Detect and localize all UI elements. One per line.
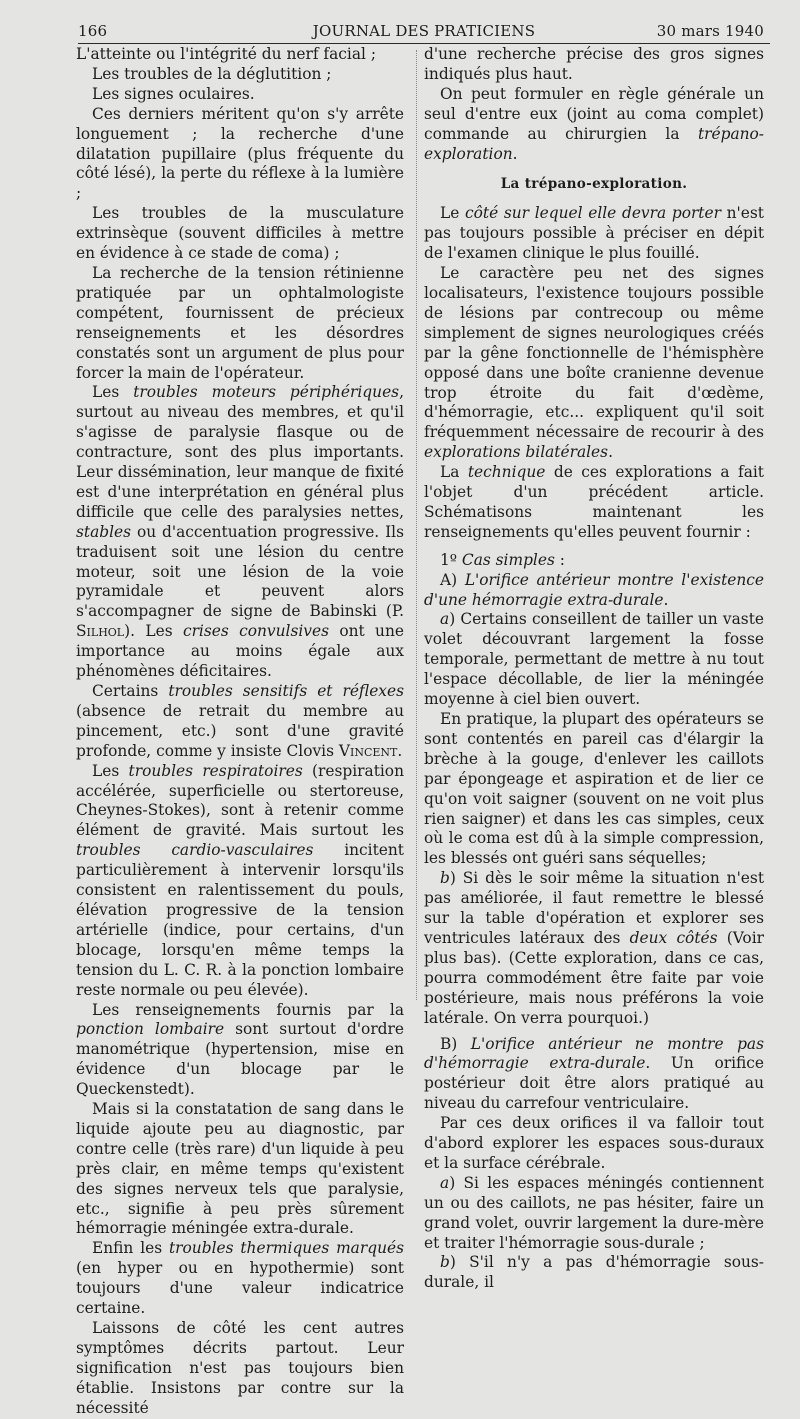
text-run: Les troubles de la musculature extrinsèque (souvent difficiles à mettre en évidence à ce stade de coma) ; <box>76 204 404 263</box>
text-run: (en hyper ou en hypothermie) sont toujours d'une valeur indicatrice certaine. <box>76 1259 404 1318</box>
italic-text: troubles sensitifs et réflexes <box>168 682 404 700</box>
text-run: B) <box>440 1034 471 1053</box>
italic-text: L'orifice antérieur montre l'existence d'une hémorragie extra-durale <box>424 570 765 609</box>
text-run: . <box>608 443 613 462</box>
italic-text: L'orifice antérieur ne montre pas d'hémorragie extra-durale <box>424 1034 764 1073</box>
page-number: 166 <box>78 22 108 40</box>
text-run: . Un orifice postérieur doit être alors pratiqué au niveau du carrefour ventriculaire. <box>424 1054 764 1113</box>
text-run: incitent particulièrement à intervenir lorsqu'ils consistent en ralentissement du pouls, élévation progressive de la tension artérielle (indice, pour certains, d'un blocage, lorsqu'en même temps la tension du L. C. R. à la ponction lombaire reste normale ou peu élevée). <box>76 841 404 999</box>
paragraph <box>424 1174 764 1254</box>
italic-text: a <box>440 610 450 629</box>
text-run: L'atteinte ou l'intégrité du nerf facial ; <box>76 45 377 63</box>
text-run: . <box>663 590 669 609</box>
text-run: Par ces deux orifices il va falloir tout d'abord explorer les espaces sous-duraux et la surface cérébrale. <box>424 1114 764 1172</box>
small-caps-name: Vincent <box>338 741 398 760</box>
text-run: 1º <box>440 550 462 569</box>
text-run: En pratique, la plupart des opérateurs se sont contentés en pareil cas d'élargir la brèche à la gouge, d'enlever les caillots par épongeage et aspiration et de lier ce qu'on voit saigner (souvent on ne voit plus rien saigner) et dans les cas simples, ceux où le coma est dû à la simple compression, les blessés ont guéri sans séquelles; <box>424 710 764 868</box>
text-run: A) <box>440 570 465 589</box>
text-run: La <box>440 463 468 482</box>
paragraph <box>424 1035 764 1115</box>
paragraph <box>424 264 764 463</box>
paragraph <box>76 1100 404 1239</box>
text-run: Les <box>92 761 129 780</box>
italic-text: troubles respiratoires <box>128 761 303 780</box>
italic-text: a <box>440 1173 450 1192</box>
paragraph <box>76 65 404 85</box>
text-run: (respiration accélérée, superficielle ou stertoreuse, Cheynes-Stokes), sont à retenir comme élément de gravité. Mais surtout les <box>76 761 404 840</box>
paragraph <box>76 1319 404 1419</box>
text-run: (Voir plus bas). (Cette exploration, dans ce cas, pourra commodément être faite par voie postérieure, mais nous préférons la voie latérale. On verra pourquoi.) <box>424 928 764 1027</box>
italic-text: deux côtés <box>629 928 718 947</box>
text-run: Mais si la constatation de sang dans le liquide ajoute peu au diagnostic, par contre celle (très rare) d'un liquide à peu près clair, en même temps qu'existent des signes nerveux tels que paralysie, etc., signifie à peu près sûrement hémorragie méningée extra-durale. <box>76 1100 404 1238</box>
text-run: ) Certains conseillent de tailler un vaste volet découvrant largement la fosse temporale, permettant de mettre à nu tout l'espace décollable, de lier la méningée moyenne à ciel bien ouvert. <box>424 610 764 709</box>
paragraph <box>424 610 764 710</box>
italic-text: trépano-exploration <box>424 124 764 163</box>
paragraph <box>76 383 404 682</box>
paragraph <box>424 551 764 571</box>
text-run: d'une recherche précise des gros signes indiqués plus haut. <box>424 45 764 83</box>
text-run: ) Si les espaces méningés contiennent un ou des caillots, ne pas hésiter, faire un grand volet, ouvrir largement la dure-mère et traiter l'hémorragie sous-durale ; <box>424 1173 764 1252</box>
text-run: , surtout au niveau des membres, et qu'il s'agisse de paralysie flasque ou de contracture, sont des plus importants. Leur dissémination, leur manque de fixité est d'une interprétation en général plus difficile que celle des paralysies nettes, <box>76 383 404 521</box>
issue-date: 30 mars 1940 <box>656 22 764 40</box>
paragraph <box>76 204 404 264</box>
italic-text: troubles cardio-vasculaires <box>76 841 314 860</box>
paragraph <box>76 264 404 383</box>
italic-text: troubles thermiques marqués <box>169 1239 404 1258</box>
text-run: ) S'il n'y a pas d'hémorragie sous-durale, il <box>424 1253 764 1292</box>
paragraph <box>76 85 404 105</box>
text-run: (absence de retrait du membre au pincement, etc.) sont d'une gravité profonde, comme y insiste Clovis <box>76 701 404 760</box>
paragraph <box>424 45 764 85</box>
text-run: Laissons de côté les cent autres symptômes décrits partout. Leur signification n'est pas toujours bien établie. Insistons par contre sur la nécessité <box>76 1319 404 1417</box>
italic-text: Cas simples <box>461 550 555 569</box>
text-run: Le caractère peu net des signes localisateurs, l'existence toujours possible de lésions par contrecoup ou même simplement de signes neurologiques créés par la gêne fonctionnelle de l'hémisphère opposé dans une boîte cranienne devenue trop étroite du fait d'œdème, d'hémorragie, etc... expliquent qu'il soit fréquemment nécessaire de recourir à des <box>424 264 764 442</box>
text-run: Les renseignements fournis par la <box>92 1000 404 1019</box>
text-run: sont surtout d'ordre manométrique (hypertension, mise en évidence d'un blocage par le Queckenstedt). <box>76 1020 404 1099</box>
text-run: n'est pas toujours possible à préciser en dépit de l'examen clinique le plus fouillé. <box>424 204 764 263</box>
text-run: ont une importance au moins égale aux phénomènes déficitaires. <box>76 622 404 681</box>
text-run: . <box>397 741 403 760</box>
text-run: ). Les <box>124 622 183 641</box>
text-run: de ces explorations a fait l'objet d'un précédent article. Schématisons maintenant les renseignements qu'elles peuvent fournir : <box>424 463 764 541</box>
paragraph <box>424 463 764 543</box>
text-run: : <box>554 550 565 569</box>
italic-text: stables <box>76 522 132 541</box>
italic-text: b <box>440 1253 450 1272</box>
paragraph <box>424 1114 764 1174</box>
text-run: Le <box>440 204 466 223</box>
text-run: . <box>512 144 518 163</box>
text-run: Les troubles de la déglutition ; <box>92 64 332 83</box>
paragraph <box>76 45 404 65</box>
text-run: On peut formuler en règle générale un seul d'entre eux (joint au coma complet) commande au chirurgien la <box>424 84 764 143</box>
paragraph <box>76 762 404 1001</box>
text-run: La recherche de la tension rétinienne pratiquée par un ophtalmologiste compétent, fournissent de précieux renseignements et les désordres constatés sont un argument de plus pour forcer la main de l'opérateur. <box>76 263 404 382</box>
paragraph <box>76 1001 404 1101</box>
italic-text: b <box>440 869 450 888</box>
section-heading <box>424 175 764 195</box>
italic-text: côté sur lequel elle devra porter <box>465 204 721 223</box>
paragraph <box>76 682 404 762</box>
text-run: ou d'accentuation progressive. Ils traduisent soit une lésion du centre moteur, soit une lésion de la voie pyramidale et peuvent alors s'accompagner de signe de Babinski (P. <box>76 522 404 621</box>
left-column <box>76 45 404 1419</box>
paragraph <box>424 571 764 611</box>
italic-text: technique <box>467 463 546 482</box>
paragraph <box>424 710 764 869</box>
italic-text: troubles moteurs périphériques <box>133 383 400 402</box>
paragraph <box>76 1239 404 1319</box>
italic-text: explorations bilatérales <box>424 443 609 462</box>
paragraph <box>424 869 764 1028</box>
text-run: Enfin les <box>92 1239 169 1258</box>
italic-text: crises convulsives <box>182 622 329 641</box>
column-divider <box>416 50 417 1000</box>
page-header <box>78 19 770 44</box>
text-run: ) Si dès le soir même la situation n'est pas améliorée, il faut remettre le blessé sur la table d'opération et explorer ses ventricules latéraux des <box>424 869 764 947</box>
small-caps-name: Silhol <box>76 622 125 641</box>
text-run: Ces derniers méritent qu'on s'y arrête longuement ; la recherche d'une dilatation pupillaire (plus fréquente du côté lésé), la perte du réflexe à la lumière ; <box>76 104 404 203</box>
paragraph <box>424 204 764 264</box>
italic-text: ponction lombaire <box>76 1020 225 1039</box>
right-column <box>424 45 764 1293</box>
paragraph <box>424 1253 764 1293</box>
text-run: La trépano-exploration. <box>500 176 688 193</box>
paragraph <box>76 105 404 205</box>
text-run: Certains <box>92 682 169 700</box>
text-run: Les <box>92 383 134 402</box>
text-run: Les signes oculaires. <box>92 84 255 103</box>
journal-title: JOURNAL DES PRATICIENS <box>312 22 536 40</box>
paragraph <box>424 85 764 165</box>
